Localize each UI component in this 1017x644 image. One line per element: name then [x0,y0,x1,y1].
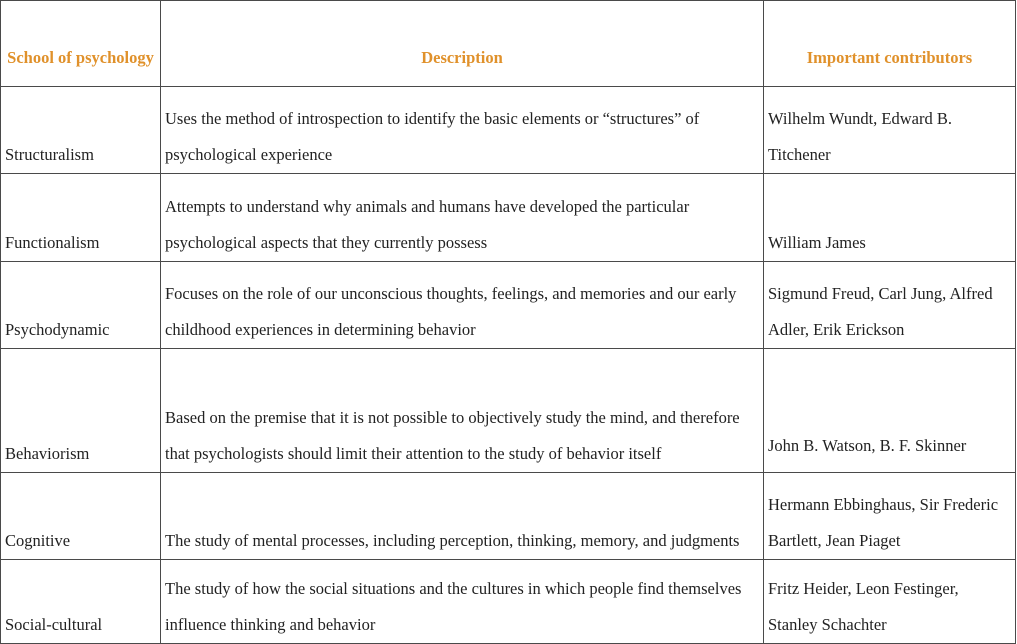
table-row [1,560,1016,644]
school-name: Psychodynamic [1,262,161,349]
header-contributors: Important contributors [764,1,1016,87]
school-name: Functionalism [1,174,161,262]
school-contributors: John B. Watson, B. F. Skinner [764,349,1016,473]
header-school: School of psychology [1,1,161,87]
school-contributors: Wilhelm Wundt, Edward B. Titchener [764,87,1016,174]
school-description: Based on the premise that it is not possible to objectively study the mind, and therefore that psychologists should limit their attention to the study of behavior itself [161,349,764,473]
school-name: Social-cultural [1,560,161,644]
table-row [1,473,1016,560]
school-contributors: Hermann Ebbinghaus, Sir Frederic Bartlett, Jean Piaget [764,473,1016,560]
table-row [1,87,1016,174]
table-row [1,349,1016,473]
header-description: Description [161,1,764,87]
school-description: Focuses on the role of our unconscious thoughts, feelings, and memories and our early childhood experiences in determining behavior [161,262,764,349]
school-name: Behaviorism [1,349,161,473]
school-contributors: Fritz Heider, Leon Festinger, Stanley Schachter [764,560,1016,644]
school-name: Cognitive [1,473,161,560]
school-description: The study of mental processes, including perception, thinking, memory, and judgments [161,473,764,560]
table-row [1,174,1016,262]
school-contributors: William James [764,174,1016,262]
school-name: Structuralism [1,87,161,174]
school-contributors: Sigmund Freud, Carl Jung, Alfred Adler, Erik Erickson [764,262,1016,349]
header-row [1,1,1016,87]
school-description: Uses the method of introspection to identify the basic elements or “structures” of psychological experience [161,87,764,174]
table-row [1,262,1016,349]
school-description: The study of how the social situations and the cultures in which people find themselves influence thinking and behavior [161,560,764,644]
school-description: Attempts to understand why animals and humans have developed the particular psychological aspects that they currently possess [161,174,764,262]
